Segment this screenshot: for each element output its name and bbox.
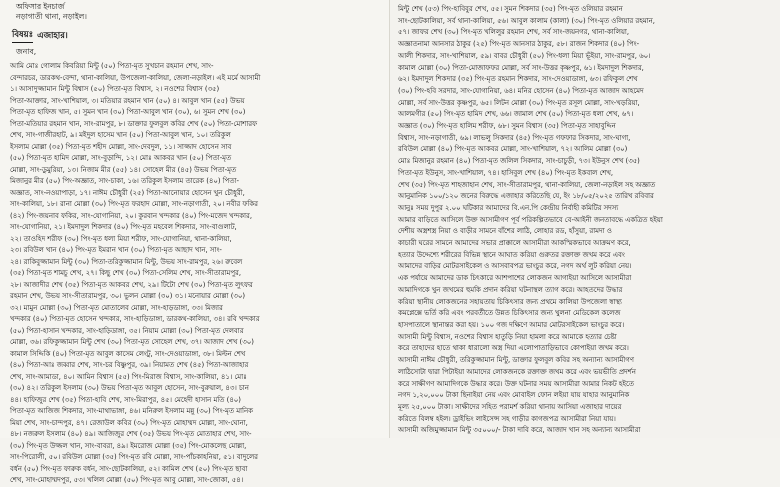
text-line: আনুমানিক ১০০/১২০ জনের বিরুদ্ধে এজাহার করিতেছি যে, ইং ১৮/০৫/২০২৫ তারিখ রবিবার [398,192,654,201]
text-line: (৫০) পিতা-হাসান খন্দকার, সাং-হাড়িডাঙ্গা, ৩৫। নিয়াম মোল্লা (৩০) পিতা-মৃত দেলবার [10,326,244,335]
right-body-text [398,4,772,437]
text-line: সাং-পিরোলী, ৫০। রবিউল মোল্লা (৩৫) পিং-মৃত রবি মোল্লা, সাং-পাঁচকাহনিয়া, ৫১। বাদুলের [10,453,258,461]
text-line: সাং-ছোটকালিয়া, সর্ব থানা-কালিয়া, ৫৬। আবুল কালাম (কালা) (৩০) পিং-মৃত ওলিয়ার রহমান, [398,16,655,25]
text-line: ইসলাম মোল্লা (৩৫) পিতা-মৃত শহীদ মোল্লা, সাং-দেবদুল, ১১। সাজ্জাদ হোসেন সাব [10,142,232,151]
text-line: করিতে বিলম্ব হইল। ড্রাইভিং লাইসেন্স সহ গাড়ীর কাগজপত্র আসামীরা নিয়া যায়। [398,414,616,423]
text-line: মূল্য ২৫,০০০ টাকা। সাক্ষীদের সহিত পরামর্শ করিয়া থানায় আসিয়া এজাহার দায়ের [398,402,622,411]
salutation: জনাব, [16,47,37,56]
text-line: সাং-কালিয়া, ১৮। রানা মোল্লা (৩০) পিং-মৃত ফরহাদ মোল্লা, সাং-নড়াগাতী, ২০। নবীর ফকির [10,200,258,208]
text-line: এক পর্যায়ে আমাদের ডাক চিৎকারে আশপাশের লোকজন আগাইয়া আসিলে আসামীরা [398,274,632,283]
text-line: করে সাক্ষীগণ আমাদিগকে উদ্ধার করে। উক্ত ঘটনার সময় আসামীরা আমার নিকট হইতে [398,379,634,388]
text-line: মিজানুর মীর (৫০) পিং-অজ্ঞাত, সাং-চাকা, ১৬। তরিকুল ইসলাম তারেক (৪০) পিতা- [10,177,240,185]
text-line: দেশীয় অস্ত্রশস্ত্র নিয়া ও বাড়ীর সামনে বাঁশের লাঠি, লোহার রড, হাঁসুয়া, রামদা ও [398,227,612,236]
left-column [0,0,390,484]
text-line: সাং-যোগানিয়া, ২১। ইমদাদুল শিকদার (৪০) পিং-মৃত মহবেল শিকদার, সাং-বাগুলাট, [10,223,237,231]
text-line: মোল্লা, সাং-ডুমুরিয়া, ১৩। নিজাম মীর (৫৫) ১৪। সোহেল মীর (৪৫) উভয় পিতা-মৃত [10,165,237,174]
text-line: নগদ ১,২০,০০০ টাকা ছিনাইয়া নেয় এবং মোবাইল ফোন লইয়া যায় যাহার আনুমানিক [398,391,630,400]
subject-text: এজাহার। [37,29,68,40]
text-line: (৩০) ৪২। তরিকুল ইসলাম (৩০) উভয় পিতা-মৃত আবুল হোসেন, সাং-বুরুয়াল, ৪৩। চান [10,384,249,392]
text-line: শেখ (৩৫) পিং-মৃত শাহজাহান শেখ, সাং-সীতারামপুর, থানা-কালিয়া, জেলা-নড়াইল সহ অজ্ঞাত [398,180,656,189]
text-line: আসামী অজিমুজ্জামান মিন্টু ৩৫০০০/- টাকা দাবি করে, আজাদ খান সহ অন্যান্য আসামীরা [398,426,641,435]
text-line: কমপ্লেক্সে ভর্তি করি এবং পরবর্তীতে উন্নত চিকিৎসার জন্য খুলনা মেডিকেল কলেজ [398,309,621,318]
text-line: মিয়া শেখ, সাং-চান্দপুর, ৪৭। রেজাউল কবির (৩০) পিং-মৃত মোহাম্মদ মোল্লা, সাং-ঘোনা, [10,418,248,427]
text-line: আলমগীর (৫০) পিং-মৃত হামিদ শেখ, ৬৬। জামাল শেখ (৫০) পিতা-মৃত ধলা শেখ, ৬৭। [398,110,634,119]
text-line: আলী শিকদার, সাং-খাশিয়াল, ৫৯। বাবর চৌধুরী (৫০) পিং-ধলা মিয়া ভূঁইয়া, সাং-রামপুর, ৬০। [398,51,651,60]
text-line: পিতা-মৃত আজিজ শিকদার, সাং-মাথাভাঙ্গা, ৪৬। মনিরুল ইসলাম মন্নু (৩০) পিং-মৃত মানিক [10,407,253,415]
text-line: বেন্দারচর, ডারকথ-বেন্দা, থানা-কালিয়া, উপজেলা-কালিয়া, জেলা-নড়াইল। এই মর্মে আসামী [10,73,261,82]
address: নড়াগাতী থানা, নড়াইল। [16,12,87,21]
text-line: কাচারী ঘরের সামনে আমাদের সভার প্রাক্কালে আসামীরা আকস্মিকভাবে আক্রমণ করে, [398,239,631,248]
text-line: আমার বাড়িতে আসিলে উক্ত আসামীগণ পূর্ব পরিকল্পিতভাবে বে-আইনী জনতাবদ্ধে একত্রিত হইয়া [398,215,663,224]
text-line: আমি মোঃ গোলাম কিবরিয়া মিন্টু (৫০) পিতা-মৃত সুখচান রহমান শেখ, সাং- [10,62,214,70]
left-body-text [10,61,383,487]
text-line: রহমান শেখ, উভয় সাং-সীতারামপুর, ৩০। ভুলন মোল্লা (৩০) ৩১। মনোয়ার মোল্লা (৩০) [10,292,246,300]
text-line: আসামী নাঈম চৌধুরী, তরিকুজ্জামান মিন্টু, ডাক্তার ফুলবুল কবির সহ অন্যান্য আসামীগণ [398,356,634,365]
text-line: (৪২) পিং-জয়নাব ফকির, সাং-যোগানিয়া, ২০। কুরবান খন্দকার (৪০) পিং-মজেদ খন্দকার, [10,211,253,220]
text-line: আনুঃ সময় দুপুর ২.০০ ঘটিকার আমাদের বি.এন.পি কেন্দ্রীয় নির্বাহী কমিটির সদস্য [398,203,619,212]
text-line: মোঃ মিজানুর রহমান (৪০) পিতা-মৃত জলিল সিকদার, সাং-চাচুড়ী, ৭৩। ইউনুস শেখ (৩৫) [398,157,640,166]
text-line: ৪৪। হাফিজুর শেখ (৩৫) পিতা-হাবি শেখ, সাং-মিরাপুর, ৪৫। মেহেদী হাসান মতি (৪০) [10,395,241,404]
text-line: শেখ, সাং-মোহাম্মদপুর, ৫৩। খলিল মোল্লা (৫০) পিং-মৃত আবু মোল্লা, সাং-জোকা, ৫৪। [10,476,244,484]
text-line: শেখ, সাং-আমাডা, ৪০। আমিন বিশ্বাস (৫৫) পিং-মিরাজ বিশ্বাস, সাং-কালিয়া, ৪১। মোঃ [10,372,247,381]
text-line: ৩২। মামুন মোল্লা (৩০) পিতা-মৃত মোতালেব মোল্লা, সাং-হাড়ডাঙ্গা, ৩৩। মিজার [10,303,223,312]
subject-label: বিষয়ঃ [12,28,33,43]
text-line: করে তাহাদের হাতে থাকা ধারালো অস্ত্র দিয়া এলোপাতাড়িভাবে কোপাইয়া জখম করে। [398,344,629,353]
subject-row [12,28,383,43]
text-line: করিয়া স্থানীয় লোকজনের সহায়তায় চিকিৎসার জন্য প্রথমে কালিয়া উপজেলা স্বাস্থ্য [398,297,622,306]
text-line: (৫০) পিতা-মৃত হামিদ মোল্লা, সাং-বুড়ান্দি, ১২। মোঃ আকবর খান (৫০) পিতা-মৃত [10,154,232,162]
text-line: (৩০) পিং-মৃত উজ্জল খান, সাং-বাবরা, ৪৯। ইমরোজ মোল্লা (৩৫) পিং-মোকলেছ মোল্লা, [10,441,247,450]
text-line: আমাদিগকে খুন জখমের হুমকি প্রদান করিয়া ঘটনাস্থল ত্যাগ করে। আহতদের উদ্ধার [398,285,623,294]
text-line: হত্যার উদ্দেশ্যে শরীরের বিভিন্ন স্থানে আঘাত করিয়া গুরুতর রক্তাক্ত জখম করে এবং [398,250,625,259]
text-line: অজ্ঞাত, সাং-নওয়াপাড়া, ১৭। নাঈম চৌধুরী (২৫) পিতা-আনোয়ার হোসেন খুন চৌধুরী, [10,188,245,197]
text-line: পিতা-মৃত হাফিজ খান, ৫। সুমন খান (৩০) পিতা-আবুল খান (৩০), ৬। সুমন শেখ (৩০) [10,108,246,116]
text-line: আসামী মিন্টু বিশ্বাস, নওশের বিশ্বাস হাতুড়ি নিয়া হামলা করে আমাকে হত্যার চেষ্টা [398,332,617,341]
text-line: মিন্টু শেখ (৫৩) পিং-হাবিবুর শেখ, ৫৫। সুমন শিকদার (৩৫) পিং-মৃত ওলিয়ার রহমান [398,5,623,13]
text-line: ৬২। ইমদাদুল শিকদার (৩৫) পিং-মৃত রহমান শিকদার, সাং-দেওয়াডাঙ্গা, ৬৩। রফিকুল শেখ [398,75,638,84]
text-line: মোল্লা, ৩৬। রফিকুজ্জামান মিন্টু শেখ (৩০) পিতা-মৃত সোহেল শেখ, ৩৭। আজাদ শেখ (৩০) [10,338,254,346]
text-line: ৫৭। জাফর শেখ (৩০) পিং-মৃত খলিলুর রহমান শেখ, সর্ব সাং-জয়নগর, থানা-কালিয়া, [398,28,630,37]
text-line: অজ্ঞাতনামা আনসার ঠাকুর (২৫) পিং-মৃত আনসার ঠাকুর, ৫৮। রাজন শিকদার (৪০) পিং- [398,40,640,49]
text-line: ২৩। রবিউল খান (৪০) পিং-মৃত ইমরান খান (৩০) পিতা-মৃত আছাদ খান, সাং- [10,246,222,254]
text-line: অজ্ঞাত (৩০) পিং-মৃত হালিম শরীফ, ৬৮। সুমন বিশ্বাস (৩৫) পিতা-মৃত সাহাবুদ্দিন [398,122,616,131]
text-line: লাঠিসোটা দ্বারা পিটাইয়া আমাদের লোকজনকে রক্তাক্ত জখম করে এবং ভয়ভীতি প্রদর্শন [398,367,636,376]
text-line: কামাল মোল্লা (৩০) পিতা-মোজাফফর মোল্লা, সর্ব সাং-উত্তর কৃষ্ণপুর, ৬১। ইমদাদুল শিকদার, [398,63,644,72]
text-line: পিতা-মতিয়ার রহমান খান, সাং-রামপুর, ৮। ডাক্তার ফুলবুল কবির শেখ (৫০) পিতা-মোশারফ [10,119,258,128]
text-line: ২৪। রাকিবুজ্জামান মিন্টু (৩০) পিতা-তরিকুজ্জামান মিন্টু, উভয় সাং-রামপুর, ২৬। রুবেল [10,257,243,266]
text-line: (৩০) পিং-হবি সরদার, সাং-যোগানিয়া, ৬৪। মনির হোসেন (৪০) পিতা-মৃত আজাদ আহমেদ [398,86,644,95]
text-line: কামাল সিদ্দিকি (৪০) পিতা-মৃত আবুল কাসেম লেংটু, সাং-দেওয়াডাঙ্গা, ৩৮। মিল্টন শেখ [10,349,246,358]
addressee: অফিসার ইনচার্জ [16,2,65,11]
text-line: ২২। তাওহিদ শরীফ (৩০) পিং-মৃত ধলা মিয়া শরীফ, সাং-যোগানিয়া, থানা-কালিয়া, [10,234,232,243]
text-line: ২৮। আজাদীর শেখ (৩৫) পিতা-মৃত আকবর শেখ, ২৯। টিটো শেখ (৩০) পিতা-মৃত লুৎফর [10,280,253,289]
text-line: শেখ, সাং-গাজীরহাট, ৯। মইদুল হাসেম খান (৫০) পিতা-আবুল খান, ১০। তরিকুল [10,131,231,139]
text-line: হাসপাতালে স্থানান্তর করা হয়। ১০০ গজ দক্ষিণে আমার মোটরসাইকেল ভাংচুর করে। [398,320,625,329]
text-line: মোল্লা, সর্ব সাং-উত্তর কৃষ্ণপুর, ৬৫। লিটন মোল্লা (৩০) পিং-মৃত রসূল মোল্লা, সাং-খড়রিয়া, [398,98,640,107]
text-line: ৪৮। নজরুল ইসলাম (৪০) ৪৯। আজিজুর শেখ (৩৫) উভয় পিং-মৃত মোতাহার শেখ, সাং- [10,430,252,438]
right-column [390,0,780,438]
text-line: বর্ধন (৫০) পিং-মৃত ফারুক বর্ধন, সাং-ছোটকালিয়া, ৫২। কামিল শেখ (৫০) পিং-মৃত ছাবা [10,464,248,473]
text-line: (৩৫) পিতা-মৃত শামচু শেখ, ২৭। কিছু শেখ (৩০) পিতা-সেলিম শেখ, সাং-সীতারামপুর, [10,269,242,277]
text-line: খন্দকার (৪০) পিতা-মৃত হোসেন খন্দকার, সাং-হাড়িডাঙ্গা, ডারকথ-কালিয়া, ৩৪। রবি খন্দকার [10,315,260,323]
text-line: ১। আসাদুজ্জামান মিন্টু বিশ্বাস (৫০) পিতা-মৃত বিশ্বাস, ২। নওশের বিশ্বাস (৩৫) [10,85,220,93]
text-line: (৪০) পিতা-আঃ জব্বার শেখ, সাং-চর বিষ্ণুপুর, ৩৯। নিয়ামত শেখ (৪৫) পিতা-আজাহার [10,361,249,369]
text-line: রবিউল মোল্লা (৪০) পিং-মৃত আকবর মোল্লা, সাং-খাশিয়াল, ৭২। আলিম মোল্লা (৩০) [398,145,628,154]
text-line: বিশ্বাস, সাং-নড়াগাতী, ৬৯। লাভলু সিকদার (৪৫) পিং-মৃত গফফার সিকদার, সাং-ঘাগা, [398,133,631,142]
text-line: আমাদের বাড়ির মোটরসাইকেল ও আসবাবপত্র ভাংচুর করে, নগদ অর্থ লুট করিয়া নেয়। [398,262,632,271]
text-line: পিতা-আক্তার, সাং-খাশিয়াল, ৩। মতিয়ার রহমান খান (৫০) ৪। আবুল খান (৫৫) উভয় [10,96,245,105]
text-line: পিতা-মৃত ইউনুস, সাং-খাশিয়াল, ৭৪। হাসিবুল শেখ (৪০) পিং-মৃত ইকবাল শেখ, [398,168,614,177]
